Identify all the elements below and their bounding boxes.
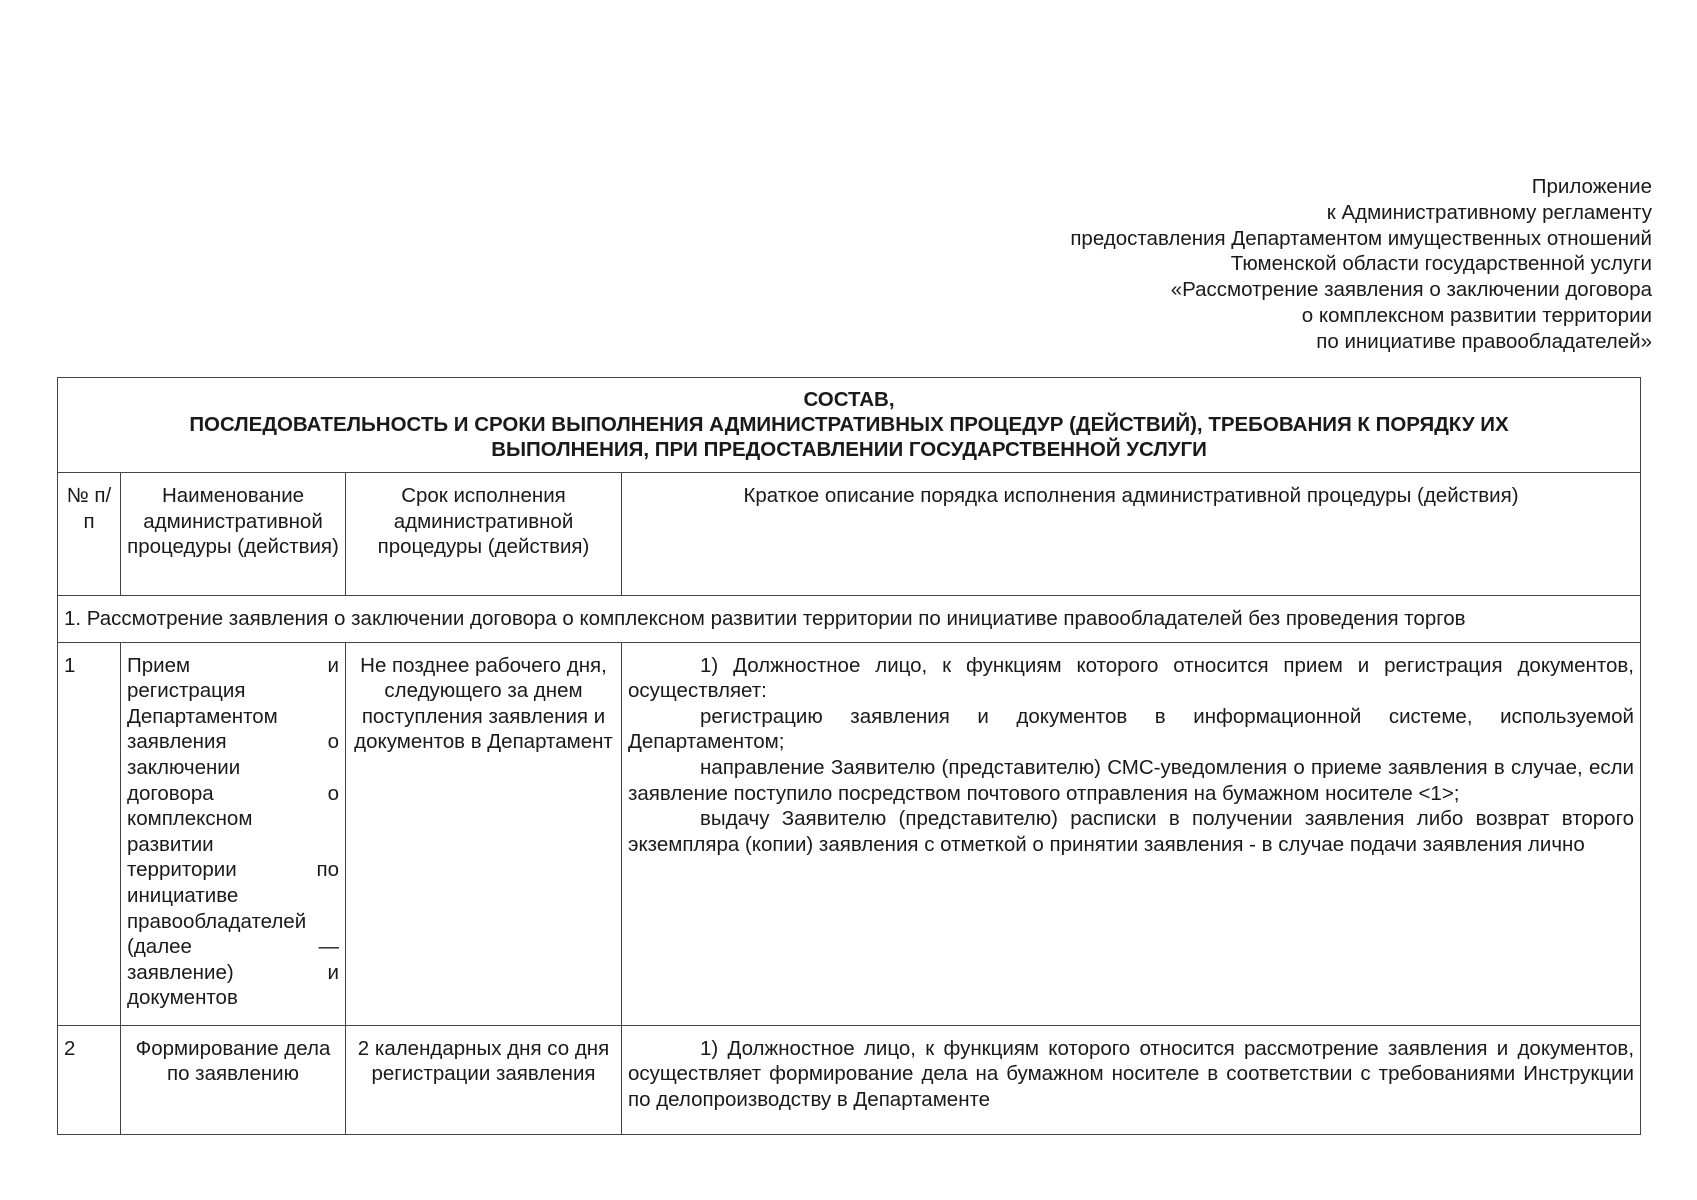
header-name: Наименование административной процедуры (действия): [121, 473, 346, 596]
appendix-line: предоставления Департаментом имущественных отношений: [1070, 226, 1652, 250]
appendix-line: Тюменской области государственной услуги: [1230, 252, 1652, 276]
row-procedure-name: [121, 642, 346, 1025]
row-number: 1: [58, 642, 121, 1025]
table-title-row: [58, 378, 1641, 473]
description-paragraph: 1) Должностное лицо, к функциям которого относится прием и регистрация документов, осуществляет:: [628, 653, 1635, 703]
name-line: заключении: [127, 755, 241, 779]
appendix-line: по инициативе правообладателей»: [1316, 329, 1652, 353]
table-title-line: СОСТАВ,: [803, 388, 895, 411]
description-paragraph: регистрацию заявления и документов в информационной системе, используемой Департаментом;: [628, 704, 1635, 754]
appendix-line: о комплексном развитии территории: [1301, 303, 1652, 327]
appendix-header: [652, 174, 1652, 355]
name-line: комплексном: [127, 807, 253, 831]
section-title: 1. Рассмотрение заявления о заключении договора о комплексном развитии территории по инициативе правообладателей без проведения торгов: [58, 596, 1641, 643]
name-line: Прием и: [127, 653, 339, 677]
appendix-line: «Рассмотрение заявления о заключении договора: [1170, 278, 1652, 302]
name-line: территории по: [127, 858, 339, 882]
row-term: Не позднее рабочего дня, следующего за днем поступления заявления и документов в Департамент: [346, 642, 622, 1025]
name-line: заявления о: [127, 730, 339, 754]
row-number: 2: [58, 1025, 121, 1134]
name-line: договора о: [127, 781, 339, 805]
header-description: Краткое описание порядка исполнения административной процедуры (действия): [622, 473, 1641, 596]
table-title: [58, 378, 1641, 473]
appendix-line: Приложение: [1531, 175, 1652, 198]
section-row: [58, 596, 1641, 643]
row-procedure-name: Формирование дела по заявлению: [121, 1025, 346, 1134]
description-paragraph: направление Заявителю (представителю) СМС-уведомления о приеме заявления в случае, если заявление поступило посредством почтового отправления на бумажном носителе <1>;: [628, 755, 1635, 805]
name-line: регистрация: [127, 679, 246, 703]
appendix-line: к Административному регламенту: [1326, 200, 1652, 224]
name-line: заявление) и: [127, 960, 339, 984]
header-num: № п/п: [58, 473, 121, 596]
name-line: развитии: [127, 832, 214, 856]
row-description: [622, 1025, 1641, 1134]
table-row: [58, 642, 1641, 1025]
table-title-line: ВЫПОЛНЕНИЯ, ПРИ ПРЕДОСТАВЛЕНИИ ГОСУДАРСТВЕННОЙ УСЛУГИ: [491, 438, 1207, 461]
name-line: правообладателей: [127, 909, 307, 933]
table-title-line: ПОСЛЕДОВАТЕЛЬНОСТЬ И СРОКИ ВЫПОЛНЕНИЯ АДМИНИСТРАТИВНЫХ ПРОЦЕДУР (ДЕЙСТВИЙ), ТРЕБОВАНИЯ К ПОРЯДКУ ИХ: [189, 413, 1509, 436]
name-line: (далее —: [127, 935, 339, 959]
name-line: Департаментом: [127, 704, 278, 728]
description-paragraph: выдачу Заявителю (представителю) расписки в получении заявления либо возврат второго экземпляра (копии) заявления с отметкой о принятии заявления - в случае подачи заявления лично: [628, 807, 1635, 856]
row-description: [622, 642, 1641, 1025]
name-line: документов: [127, 986, 238, 1010]
description-paragraph: 1) Должностное лицо, к функциям которого относится рассмотрение заявления и документов, осуществляет формирование дела на бумажном носителе в соответствии с требованиями Инструкции по делопроизводству в Департаменте: [628, 1036, 1635, 1111]
procedures-table: [57, 377, 1641, 1135]
header-term: Срок исполнения административной процедуры (действия): [346, 473, 622, 596]
row-term: 2 календарных дня со дня регистрации заявления: [346, 1025, 622, 1134]
table-row: [58, 1025, 1641, 1134]
name-line: инициативе: [127, 883, 239, 907]
table-header-row: [58, 473, 1641, 596]
